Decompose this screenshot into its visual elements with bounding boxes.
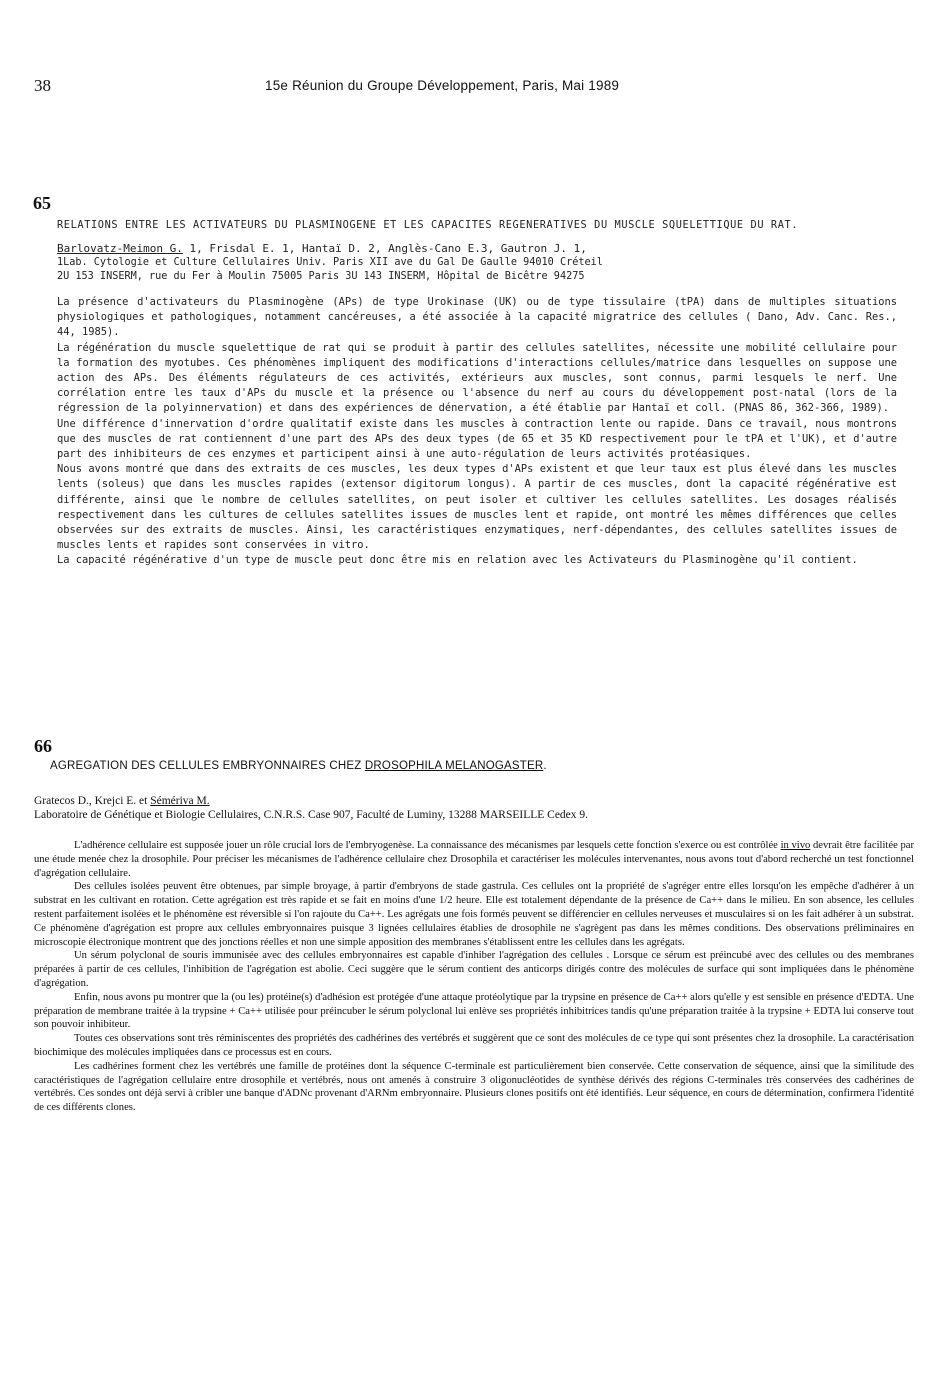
paragraph: Des cellules isolées peuvent être obtenues, par simple broyage, à partir d'embryons de stade gastrula. Ces cellules ont la propriété de s'agréger entre elles lorsqu'on les empêche d'adhérer à un substrat en les cultivant en rotation. Cette agrégation est très rapide et se fait en moins d'une 1/2 heure. Elle est totalement dépendante de la présence de Ca++ dans le milieu. En son absence, les cellules restent parfaitement isolées et le phénomène est réversible si l'on rajoute du Ca++. Les agrégats une fois formés peuvent se différencier en cellules nerveuses et musculaires si on les fait adhérer à un substrat. Ce phénomène d'agrégation est propre aux cellules embryonnaires puisque 3 lignées cellulaires établies de drosophile ne s'agrègent pas dans les mêmes conditions. Des observations préliminaires en microscopie électronique montrent que des jonctions réelles et non une simple apposition des membranes s'établissent entre les cellules dans les agrégats. [34,881,914,948]
paragraph: Toutes ces observations sont très réminiscentes des propriétés des cadhérines des vertébrés et suggèrent que ce sont des molécules de ce type qui sont présentes chez la drosophile. La caractérisation biochimique des molécules impliquées dans ce processus est en cours. [34,1033,914,1058]
paragraph: La capacité régénérative d'un type de muscle peut donc être mis en relation avec les Activateurs du Plasminogène qu'il contient. [57,554,858,567]
author-list [57,242,897,256]
paragraph: Une différence d'innervation d'ordre qualitatif existe dans les muscles à contraction lente ou rapide. Dans ce travail, nous montrons que des muscles de rat contiennent d'une part des APs des deux types (de 65 et 35 KD respectivement pour le tPA et l'UK), et d'autre part des inhibiteurs de ces enzymes et participent ainsi à une auto-régulation de leurs activités protéasiques. [57,417,897,461]
paragraph: La présence d'activateurs du Plasminogène (APs) de type Urokinase (UK) ou de type tissulaire (tPA) dans de multiples situations physiologiques et pathologiques, notamment cancéreuses, a été associée à la capacité migratrice des cellules ( Dano, Adv. Canc. Res., 44, 1985). [57,296,897,339]
last-author: Sémériva M. [150,795,210,807]
abstract-number-65: 65 [33,193,51,213]
text: devrait être facilitée par une étude menée chez la drosophile. Pour préciser les mécanismes de l'adhérence cellulaire chez Drosophila et caractériser les molécules intervenantes, nous avons tout d'abord recherché un test fonctionnel d'agrégation cellulaire. [34,840,914,879]
abstract-body [57,295,897,569]
running-header [0,76,930,100]
first-author: Barlovatz-Meimon G. [57,242,183,255]
title-text: AGREGATION DES CELLULES EMBRYONNAIRES CHEZ [50,760,365,772]
abstract-title [50,760,914,772]
meeting-title: 15e Réunion du Groupe Développement, Paris, Mai 1989 [265,78,620,93]
paragraph: La régénération du muscle squelettique de rat qui se produit à partir des cellules satellites, nécessite une mobilité cellulaire pour la formation des myotubes. Ces phénomènes impliquent des modifications d'interactions cellules/matrice dans lesquelles on suppose une action des APs. Des éléments régulateurs de ces activités, extérieurs aux muscles, sont connus, parmi lesquels le nerf. Une corrélation entre les taux d'APs du muscle et la présence ou l'absence du nerf au cours du développement post-natal (lors de la régression de la polyinnervation) et dans des expériences de dénervation, a été établie par Hantaï et coll. (PNAS 86, 362-366, 1989). [57,341,897,415]
paragraph: Enfin, nous avons pu montrer que la (ou les) protéine(s) d'adhésion est protégée d'une attaque protéolytique par la trypsine en présence de Ca++ alors qu'elle y est sensible en présence d'EDTA. Une préparation de membrane traitée à la trypsine + Ca++ utilisée pour préincuber le sérum polyclonal lui enlève ses propriétés inhibitrices tandis qu'une préparation traitée à la trypsine + EDTA lui conserve tout son pouvoir inhibiteur. [34,991,914,1031]
abstract-body [34,839,914,1115]
abstract-65 [57,218,897,569]
paragraph: Les cadhérines forment chez les vertébrés une famille de protéines dont la séquence C-terminale est particulièrement bien conservée. Cette conservation de séquence, ainsi que la similitude des caractéristiques de l'agrégation cellulaire entre drosophile et vertébrés, nous ont amenés à construire 3 oligonucléotides de synthèse dérivés des régions C-terminales très conservées des cadhérines de vertébrés. Ces sondes ont déjà servi à cribler une banque d'ADNc provenant d'ARNm embryonnaire. Plusieurs clones positifs ont été identifiés. Leur séquence, en cours de détermination, confirmera l'identité de ces différents clones. [34,1060,914,1114]
paragraph: Un sérum polyclonal de souris immunisée avec des cellules embryonnaires est capable d'inhiber l'agrégation des cellules . Lorsque ce sérum est préincubé avec des cellules ou des membranes préparées à partir de ces cellules, l'inhibition de l'agrégation est abolie. Ceci suggère que le sérum contient des anticorps dirigés contre des molécules de surface qui sont impliquées dans le phénomène d'agrégation. [34,950,914,989]
affiliation-2: 2U 153 INSERM, rue du Fer à Moulin 75005 Paris 3U 143 INSERM, Hôpital de Bicêtre 94275 [57,270,585,282]
in-vivo: in vivo [780,840,811,851]
page-number: 38 [34,76,51,95]
abstract-66 [34,760,914,1115]
text: L'adhérence cellulaire est supposée jouer un rôle crucial lors de l'embryogenèse. La connaissance des mécanismes par lesquels cette fonction s'exerce ou est contrôlée [74,840,781,851]
affiliation: Laboratoire de Génétique et Biologie Cellulaires, C.N.R.S. Case 907, Faculté de Luminy, 13288 MARSEILLE Cedex 9. [34,809,589,821]
paragraph: Nous avons montré que dans des extraits de ces muscles, les deux types d'APs existent et que leur taux est plus élevé dans les muscles lents (soleus) que dans les muscles rapides (extensor digitorum longus). A partir de ces muscles, dont la capacité régénérative est différente, ainsi que le nombre de cellules satellites, on peut isoler et cultiver les cellules satellites. Les dosages réalisés respectivement dans les cultures de cellules satellites issues de muscles lent et rapide, ont montré les mêmes différences que celles observées sur des extraits de muscles. Ainsi, les caractéristiques enzymatiques, nerf-dépendantes, des cellules satellites issues de muscles lents et rapides sont conservées in vitro. [57,463,897,552]
paragraph [34,839,914,880]
species-name: DROSOPHILA MELANOGASTER [364,760,544,772]
abstract-title: RELATIONS ENTRE LES ACTIVATEURS DU PLASMINOGENE ET LES CAPACITES REGENERATIVES DU MUSCLE SQUELETTIQUE DU RAT. [57,219,799,231]
affiliation-1: 1Lab. Cytologie et Culture Cellulaires Univ. Paris XII ave du Gal De Gaulle 94010 Créteil [57,257,603,268]
authors: Gratecos D., Krejci E. et [34,795,151,807]
other-authors: 1, Frisdal E. 1, Hantaï D. 2, Anglès-Cano E.3, Gautron J. 1, [182,242,587,255]
author-list [34,794,914,808]
abstract-number-66: 66 [34,736,52,756]
title-end: . [543,760,547,772]
